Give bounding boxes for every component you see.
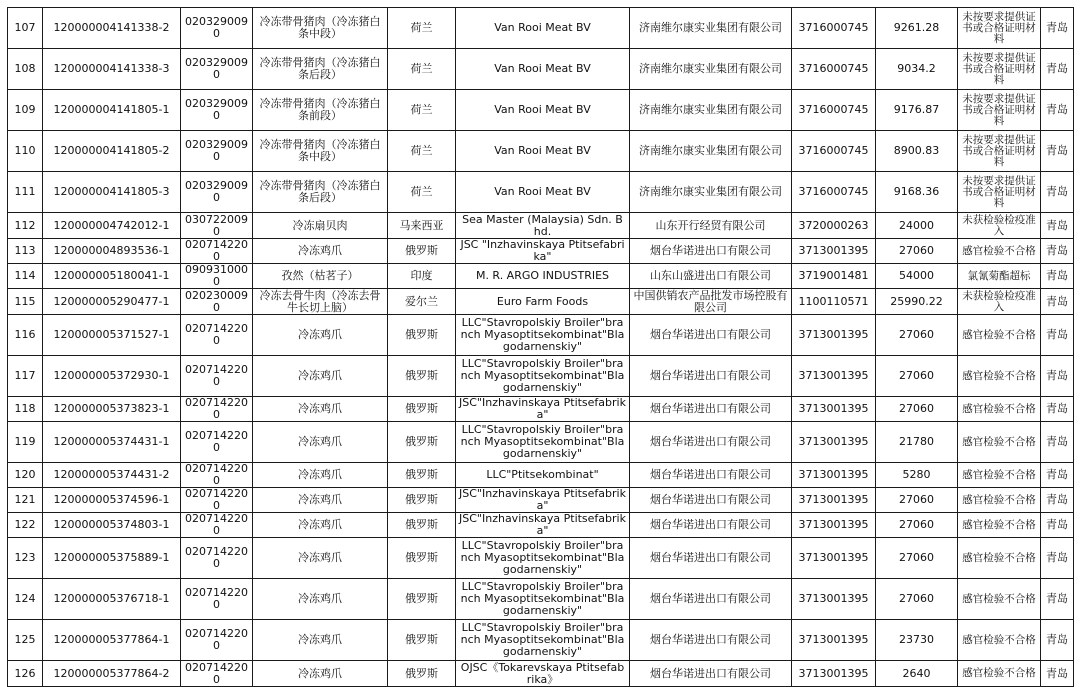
importer-name-cell: 山东开行经贸有限公司 (630, 213, 792, 239)
weight-cell: 2640 (876, 661, 958, 687)
port-cell: 青岛 (1041, 579, 1074, 620)
product-name-cell: 冷冻鸡爪 (253, 397, 388, 422)
importer-name-cell: 烟台华诺进出口有限公司 (630, 513, 792, 538)
row-number-cell: 112 (8, 213, 43, 239)
importer-name-cell: 烟台华诺进出口有限公司 (630, 579, 792, 620)
producer-name-cell: Van Rooi Meat BV (456, 49, 630, 90)
hs-code-cell: 0203290090 (181, 49, 253, 90)
port-cell: 青岛 (1041, 315, 1074, 356)
origin-country-cell: 俄罗斯 (388, 488, 456, 513)
importer-name-cell: 中国供销农产品批发市场控股有限公司 (630, 289, 792, 315)
rejection-reason-cell: 未按要求提供证书或合格证明材料 (958, 131, 1041, 172)
port-cell: 青岛 (1041, 538, 1074, 579)
table-row (8, 90, 1074, 131)
product-name-cell: 冷冻鸡爪 (253, 463, 388, 488)
row-number-cell: 116 (8, 315, 43, 356)
product-name-cell: 冷冻鸡爪 (253, 620, 388, 661)
importer-name-cell: 烟台华诺进出口有限公司 (630, 356, 792, 397)
producer-name-cell: LLC"Stavropolskiy Broiler"branch Myasoptitsekombinat"Blagodarnenskiy" (456, 422, 630, 463)
table-row (8, 49, 1074, 90)
importer-name-cell: 烟台华诺进出口有限公司 (630, 661, 792, 687)
product-name-cell: 冷冻鸡爪 (253, 538, 388, 579)
row-number-cell: 124 (8, 579, 43, 620)
hs-code-cell: 0203290090 (181, 8, 253, 49)
producer-name-cell: Van Rooi Meat BV (456, 172, 630, 213)
table-row (8, 579, 1074, 620)
origin-country-cell: 俄罗斯 (388, 422, 456, 463)
row-number-cell: 108 (8, 49, 43, 90)
rejection-reason-cell: 未按要求提供证书或合格证明材料 (958, 90, 1041, 131)
report-number-cell: 120000005374803-1 (43, 513, 181, 538)
report-number-cell: 120000005375889-1 (43, 538, 181, 579)
importer-code-cell: 1100110571 (792, 289, 876, 315)
row-number-cell: 115 (8, 289, 43, 315)
rejection-reason-cell: 感官检验不合格 (958, 356, 1041, 397)
hs-code-cell: 0207142200 (181, 422, 253, 463)
producer-name-cell: Euro Farm Foods (456, 289, 630, 315)
hs-code-cell: 0207142200 (181, 463, 253, 488)
weight-cell: 27060 (876, 579, 958, 620)
report-number-cell: 120000005377864-2 (43, 661, 181, 687)
weight-cell: 21780 (876, 422, 958, 463)
report-number-cell: 120000004141805-1 (43, 90, 181, 131)
table-row (8, 8, 1074, 49)
port-cell: 青岛 (1041, 213, 1074, 239)
table-row (8, 397, 1074, 422)
product-name-cell: 冷冻鸡爪 (253, 513, 388, 538)
report-number-cell: 120000004893536-1 (43, 239, 181, 264)
weight-cell: 27060 (876, 397, 958, 422)
port-cell: 青岛 (1041, 620, 1074, 661)
table-row (8, 172, 1074, 213)
origin-country-cell: 爱尔兰 (388, 289, 456, 315)
origin-country-cell: 俄罗斯 (388, 239, 456, 264)
rejection-reason-cell: 感官检验不合格 (958, 488, 1041, 513)
origin-country-cell: 马来西亚 (388, 213, 456, 239)
importer-name-cell: 烟台华诺进出口有限公司 (630, 488, 792, 513)
origin-country-cell: 印度 (388, 264, 456, 289)
hs-code-cell: 0207142200 (181, 661, 253, 687)
producer-name-cell: LLC"Stavropolskiy Broiler"branch Myasoptitsekombinat"Blagodarnenskiy" (456, 538, 630, 579)
producer-name-cell: LLC"Stavropolskiy Broiler"branch Myasoptitsekombinat"Blagodarnenskiy" (456, 315, 630, 356)
weight-cell: 27060 (876, 488, 958, 513)
rejection-reason-cell: 感官检验不合格 (958, 463, 1041, 488)
importer-name-cell: 烟台华诺进出口有限公司 (630, 397, 792, 422)
weight-cell: 23730 (876, 620, 958, 661)
producer-name-cell: LLC"Ptitsekombinat" (456, 463, 630, 488)
importer-code-cell: 3716000745 (792, 90, 876, 131)
hs-code-cell: 0207142200 (181, 620, 253, 661)
rejection-reason-cell: 未按要求提供证书或合格证明材料 (958, 49, 1041, 90)
rejection-reason-cell: 氯氰菊酯超标 (958, 264, 1041, 289)
rejection-reason-cell: 感官检验不合格 (958, 239, 1041, 264)
port-cell: 青岛 (1041, 422, 1074, 463)
importer-code-cell: 3713001395 (792, 239, 876, 264)
port-cell: 青岛 (1041, 463, 1074, 488)
product-name-cell: 冷冻鸡爪 (253, 579, 388, 620)
importer-code-cell: 3719001481 (792, 264, 876, 289)
weight-cell: 9034.2 (876, 49, 958, 90)
product-name-cell: 冷冻带骨猪肉（冷冻猪白条前段） (253, 90, 388, 131)
row-number-cell: 121 (8, 488, 43, 513)
table-row (8, 264, 1074, 289)
origin-country-cell: 荷兰 (388, 131, 456, 172)
weight-cell: 8900.83 (876, 131, 958, 172)
hs-code-cell: 0207142200 (181, 397, 253, 422)
producer-name-cell: Sea Master (Malaysia) Sdn. Bhd. (456, 213, 630, 239)
rejection-reason-cell: 感官检验不合格 (958, 579, 1041, 620)
weight-cell: 27060 (876, 513, 958, 538)
weight-cell: 9261.28 (876, 8, 958, 49)
importer-code-cell: 3713001395 (792, 513, 876, 538)
product-name-cell: 冷冻鸡爪 (253, 315, 388, 356)
row-number-cell: 109 (8, 90, 43, 131)
table-row (8, 488, 1074, 513)
table-row (8, 356, 1074, 397)
product-name-cell: 冷冻鸡爪 (253, 661, 388, 687)
report-number-cell: 120000005374431-1 (43, 422, 181, 463)
importer-code-cell: 3716000745 (792, 172, 876, 213)
rejection-reason-cell: 感官检验不合格 (958, 620, 1041, 661)
row-number-cell: 120 (8, 463, 43, 488)
report-number-cell: 120000004141338-2 (43, 8, 181, 49)
port-cell: 青岛 (1041, 264, 1074, 289)
weight-cell: 5280 (876, 463, 958, 488)
port-cell: 青岛 (1041, 49, 1074, 90)
report-number-cell: 120000005374431-2 (43, 463, 181, 488)
origin-country-cell: 俄罗斯 (388, 661, 456, 687)
producer-name-cell: JSC"Inzhavinskaya Ptitsefabrika" (456, 397, 630, 422)
rejection-reason-cell: 未获检验检疫准入 (958, 289, 1041, 315)
row-number-cell: 119 (8, 422, 43, 463)
rejection-reason-cell: 未按要求提供证书或合格证明材料 (958, 172, 1041, 213)
hs-code-cell: 0207142200 (181, 356, 253, 397)
row-number-cell: 113 (8, 239, 43, 264)
table-row (8, 131, 1074, 172)
importer-name-cell: 烟台华诺进出口有限公司 (630, 315, 792, 356)
row-number-cell: 111 (8, 172, 43, 213)
origin-country-cell: 俄罗斯 (388, 315, 456, 356)
origin-country-cell: 俄罗斯 (388, 513, 456, 538)
table-row (8, 513, 1074, 538)
weight-cell: 27060 (876, 315, 958, 356)
importer-name-cell: 山东山盛进出口有限公司 (630, 264, 792, 289)
table-body (8, 8, 1074, 687)
producer-name-cell: JSC "Inzhavinskaya Ptitsefabrika" (456, 239, 630, 264)
producer-name-cell: LLC"Stavropolskiy Broiler"branch Myasoptitsekombinat"Blagodarnenskiy" (456, 579, 630, 620)
importer-name-cell: 济南维尔康实业集团有限公司 (630, 8, 792, 49)
table-row (8, 538, 1074, 579)
origin-country-cell: 荷兰 (388, 8, 456, 49)
weight-cell: 9168.36 (876, 172, 958, 213)
importer-code-cell: 3713001395 (792, 579, 876, 620)
producer-name-cell: Van Rooi Meat BV (456, 90, 630, 131)
producer-name-cell: Van Rooi Meat BV (456, 8, 630, 49)
importer-name-cell: 烟台华诺进出口有限公司 (630, 239, 792, 264)
hs-code-cell: 0207142200 (181, 579, 253, 620)
importer-code-cell: 3720000263 (792, 213, 876, 239)
product-name-cell: 冷冻鸡爪 (253, 422, 388, 463)
port-cell: 青岛 (1041, 8, 1074, 49)
rejection-reason-cell: 感官检验不合格 (958, 661, 1041, 687)
row-number-cell: 122 (8, 513, 43, 538)
report-number-cell: 120000005290477-1 (43, 289, 181, 315)
importer-code-cell: 3716000745 (792, 8, 876, 49)
producer-name-cell: JSC"Inzhavinskaya Ptitsefabrika" (456, 488, 630, 513)
table-row (8, 463, 1074, 488)
origin-country-cell: 俄罗斯 (388, 356, 456, 397)
table-row (8, 315, 1074, 356)
row-number-cell: 126 (8, 661, 43, 687)
row-number-cell: 117 (8, 356, 43, 397)
report-number-cell: 120000005373823-1 (43, 397, 181, 422)
importer-code-cell: 3713001395 (792, 661, 876, 687)
port-cell: 青岛 (1041, 397, 1074, 422)
product-name-cell: 冷冻鸡爪 (253, 356, 388, 397)
hs-code-cell: 0203290090 (181, 172, 253, 213)
importer-code-cell: 3713001395 (792, 488, 876, 513)
report-number-cell: 120000005180041-1 (43, 264, 181, 289)
product-name-cell: 冷冻带骨猪肉（冷冻猪白条中段） (253, 8, 388, 49)
report-number-cell: 120000004141805-3 (43, 172, 181, 213)
port-cell: 青岛 (1041, 131, 1074, 172)
port-cell: 青岛 (1041, 356, 1074, 397)
importer-code-cell: 3713001395 (792, 356, 876, 397)
row-number-cell: 114 (8, 264, 43, 289)
hs-code-cell: 0203290090 (181, 90, 253, 131)
table-row (8, 213, 1074, 239)
report-number-cell: 120000004141338-3 (43, 49, 181, 90)
report-number-cell: 120000005374596-1 (43, 488, 181, 513)
producer-name-cell: LLC"Stavropolskiy Broiler"branch Myasoptitsekombinat"Blagodarnenskiy" (456, 356, 630, 397)
rejection-reason-cell: 感官检验不合格 (958, 315, 1041, 356)
row-number-cell: 125 (8, 620, 43, 661)
row-number-cell: 123 (8, 538, 43, 579)
origin-country-cell: 俄罗斯 (388, 620, 456, 661)
product-name-cell: 孜然（枯茗子） (253, 264, 388, 289)
table-row (8, 289, 1074, 315)
weight-cell: 27060 (876, 356, 958, 397)
importer-code-cell: 3713001395 (792, 463, 876, 488)
row-number-cell: 110 (8, 131, 43, 172)
product-name-cell: 冷冻鸡爪 (253, 239, 388, 264)
report-number-cell: 120000005372930-1 (43, 356, 181, 397)
table-row (8, 620, 1074, 661)
origin-country-cell: 俄罗斯 (388, 538, 456, 579)
rejection-reason-cell: 感官检验不合格 (958, 538, 1041, 579)
producer-name-cell: LLC"Stavropolskiy Broiler"branch Myasoptitsekombinat"Blagodarnenskiy" (456, 620, 630, 661)
importer-code-cell: 3716000745 (792, 49, 876, 90)
port-cell: 青岛 (1041, 90, 1074, 131)
weight-cell: 9176.87 (876, 90, 958, 131)
port-cell: 青岛 (1041, 661, 1074, 687)
port-cell: 青岛 (1041, 488, 1074, 513)
importer-name-cell: 济南维尔康实业集团有限公司 (630, 172, 792, 213)
weight-cell: 54000 (876, 264, 958, 289)
importer-name-cell: 烟台华诺进出口有限公司 (630, 538, 792, 579)
producer-name-cell: JSC"Inzhavinskaya Ptitsefabrika" (456, 513, 630, 538)
weight-cell: 27060 (876, 538, 958, 579)
importer-code-cell: 3713001395 (792, 315, 876, 356)
origin-country-cell: 荷兰 (388, 172, 456, 213)
importer-code-cell: 3716000745 (792, 131, 876, 172)
port-cell: 青岛 (1041, 513, 1074, 538)
importer-name-cell: 烟台华诺进出口有限公司 (630, 463, 792, 488)
rejection-reason-cell: 未获检验检疫准入 (958, 213, 1041, 239)
importer-name-cell: 济南维尔康实业集团有限公司 (630, 131, 792, 172)
hs-code-cell: 0207142200 (181, 239, 253, 264)
importer-name-cell: 烟台华诺进出口有限公司 (630, 422, 792, 463)
inspection-table (7, 7, 1074, 687)
table-row (8, 422, 1074, 463)
origin-country-cell: 荷兰 (388, 90, 456, 131)
producer-name-cell: OJSC《Tokarevskaya Ptitsefabrika》 (456, 661, 630, 687)
rejection-reason-cell: 感官检验不合格 (958, 422, 1041, 463)
importer-code-cell: 3713001395 (792, 397, 876, 422)
hs-code-cell: 0307220090 (181, 213, 253, 239)
importer-code-cell: 3713001395 (792, 538, 876, 579)
report-number-cell: 120000005371527-1 (43, 315, 181, 356)
rejection-reason-cell: 感官检验不合格 (958, 513, 1041, 538)
hs-code-cell: 0909310000 (181, 264, 253, 289)
importer-code-cell: 3713001395 (792, 422, 876, 463)
product-name-cell: 冷冻带骨猪肉（冷冻猪白条中段） (253, 131, 388, 172)
weight-cell: 24000 (876, 213, 958, 239)
report-number-cell: 120000004742012-1 (43, 213, 181, 239)
producer-name-cell: M. R. ARGO INDUSTRIES (456, 264, 630, 289)
port-cell: 青岛 (1041, 289, 1074, 315)
product-name-cell: 冷冻鸡爪 (253, 488, 388, 513)
weight-cell: 27060 (876, 239, 958, 264)
origin-country-cell: 荷兰 (388, 49, 456, 90)
report-number-cell: 120000005376718-1 (43, 579, 181, 620)
hs-code-cell: 0207142200 (181, 538, 253, 579)
importer-code-cell: 3713001395 (792, 620, 876, 661)
weight-cell: 25990.22 (876, 289, 958, 315)
hs-code-cell: 0207142200 (181, 513, 253, 538)
producer-name-cell: Van Rooi Meat BV (456, 131, 630, 172)
importer-name-cell: 济南维尔康实业集团有限公司 (630, 90, 792, 131)
rejection-reason-cell: 未按要求提供证书或合格证明材料 (958, 8, 1041, 49)
origin-country-cell: 俄罗斯 (388, 463, 456, 488)
product-name-cell: 冷冻带骨猪肉（冷冻猪白条后段） (253, 172, 388, 213)
importer-name-cell: 济南维尔康实业集团有限公司 (630, 49, 792, 90)
row-number-cell: 107 (8, 8, 43, 49)
product-name-cell: 冷冻带骨猪肉（冷冻猪白条后段） (253, 49, 388, 90)
table-row (8, 239, 1074, 264)
rejection-reason-cell: 感官检验不合格 (958, 397, 1041, 422)
port-cell: 青岛 (1041, 172, 1074, 213)
product-name-cell: 冷冻去骨牛肉（冷冻去骨牛长切上脑） (253, 289, 388, 315)
hs-code-cell: 0203290090 (181, 131, 253, 172)
table-row (8, 661, 1074, 687)
hs-code-cell: 0207142200 (181, 488, 253, 513)
origin-country-cell: 俄罗斯 (388, 397, 456, 422)
origin-country-cell: 俄罗斯 (388, 579, 456, 620)
product-name-cell: 冷冻扇贝肉 (253, 213, 388, 239)
importer-name-cell: 烟台华诺进出口有限公司 (630, 620, 792, 661)
hs-code-cell: 0207142200 (181, 315, 253, 356)
hs-code-cell: 0202300090 (181, 289, 253, 315)
report-number-cell: 120000005377864-1 (43, 620, 181, 661)
report-number-cell: 120000004141805-2 (43, 131, 181, 172)
port-cell: 青岛 (1041, 239, 1074, 264)
row-number-cell: 118 (8, 397, 43, 422)
